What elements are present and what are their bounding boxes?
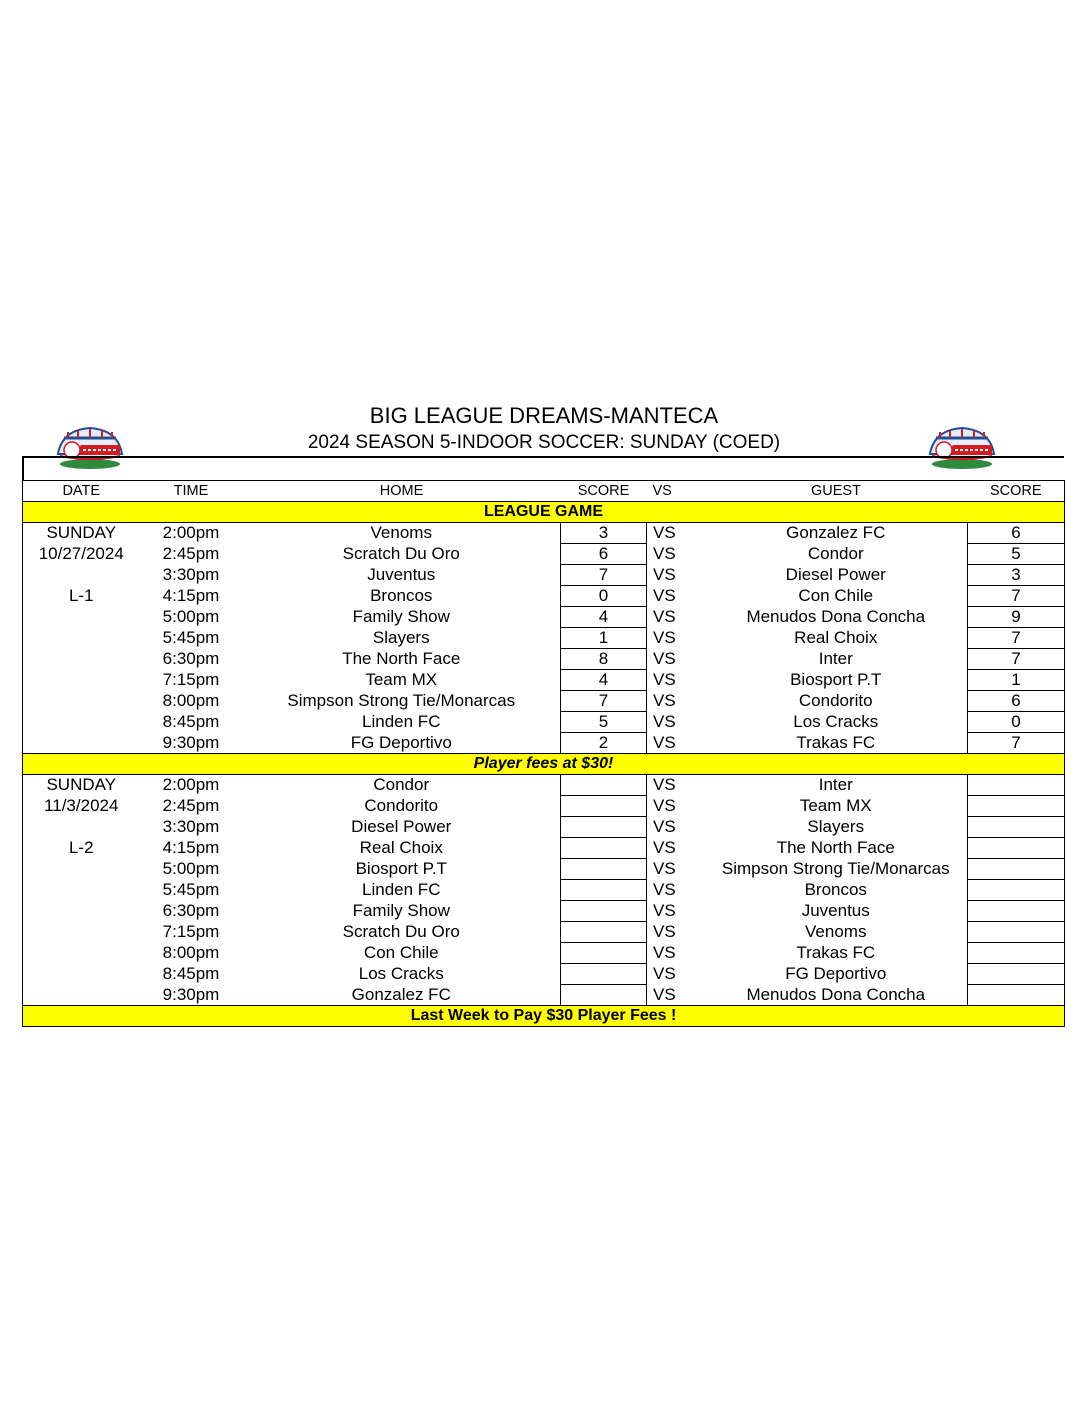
game-time: 5:45pm [162,628,220,647]
home-score: 4 [561,607,647,628]
game-row [23,859,1065,880]
date-cell [23,880,140,901]
date-cell [23,607,140,628]
home-team: Simpson Strong Tie/Monarcas [287,691,516,710]
league-game-band [23,502,1065,523]
col-home-score: SCORE [577,483,630,499]
game-time: 2:00pm [162,775,220,795]
vs-label: VS [653,922,676,941]
guest-team: Team MX [799,796,872,815]
guest-team: The North Face [776,838,895,857]
date-cell [23,628,140,649]
game-row [23,544,1065,565]
game-time: 5:00pm [162,859,220,878]
vs-label: VS [653,523,676,543]
guest-team: Los Cracks [793,712,879,731]
guest-score [968,817,1065,838]
game-time: 5:00pm [162,607,220,626]
game-time: 6:30pm [162,649,220,668]
home-score [561,817,647,838]
guest-team: Trakas FC [796,943,876,962]
vs-label: VS [653,628,676,647]
guest-score: 1 [968,670,1065,691]
date-cell [23,943,140,964]
guest-team: Real Choix [794,628,878,647]
game-time: 8:00pm [162,691,220,710]
guest-score [968,775,1065,796]
home-team: Scratch Du Oro [342,544,460,563]
col-home: HOME [379,483,424,499]
home-score [561,775,647,796]
guest-score: 6 [968,691,1065,712]
game-row [23,649,1065,670]
home-score [561,943,647,964]
home-score: 4 [561,670,647,691]
week-date: 11/3/2024 [44,796,119,815]
guest-score [968,922,1065,943]
game-time: 8:00pm [162,943,220,962]
week-label: L-1 [68,586,94,605]
guest-team: Simpson Strong Tie/Monarcas [721,859,950,878]
col-time: TIME [173,483,209,499]
game-time: 4:15pm [162,586,220,605]
home-score [561,880,647,901]
home-team: Family Show [352,901,450,920]
home-score [561,985,647,1006]
col-vs: VS [652,483,672,499]
guest-team: Broncos [804,880,867,899]
league-game-label: LEAGUE GAME [23,502,1065,523]
guest-team: Condorito [798,691,873,710]
col-guest: GUEST [811,483,861,499]
home-score: 2 [561,733,647,754]
game-time: 5:45pm [162,880,220,899]
home-score: 7 [561,691,647,712]
date-cell [23,964,140,985]
game-time: 7:15pm [162,670,220,689]
home-score [561,964,647,985]
week-day: SUNDAY [46,775,117,795]
guest-team: Diesel Power [785,565,886,584]
game-time: 3:30pm [162,817,220,836]
vs-label: VS [653,712,676,731]
vs-label: VS [653,732,676,752]
game-row [23,964,1065,985]
date-cell [23,733,140,754]
home-team: Scratch Du Oro [342,922,460,941]
player-fees-label: Player fees at $30! [23,754,1065,775]
guest-score [968,985,1065,1006]
home-team: Condor [373,775,430,795]
guest-score [968,838,1065,859]
vs-label: VS [653,859,676,878]
vs-label: VS [653,796,676,815]
game-row [23,565,1065,586]
guest-score: 7 [968,733,1065,754]
week-day: SUNDAY [46,523,117,543]
vs-label: VS [653,607,676,626]
home-score: 1 [561,628,647,649]
home-score [561,859,647,880]
game-row [23,901,1065,922]
guest-team: Con Chile [798,586,874,605]
game-time: 2:45pm [162,796,220,815]
guest-score [968,796,1065,817]
game-row [23,712,1065,733]
vs-label: VS [653,544,676,563]
date-cell [23,691,140,712]
vs-label: VS [653,880,676,899]
game-row [23,838,1065,859]
guest-score: 3 [968,565,1065,586]
home-score: 3 [561,523,647,544]
home-team: Linden FC [362,712,441,731]
date-cell [23,817,140,838]
guest-score: 0 [968,712,1065,733]
game-row [23,922,1065,943]
table-top-border [22,456,1064,480]
game-time: 9:30pm [162,984,220,1004]
guest-team: Gonzalez FC [786,523,886,543]
guest-team: Menudos Dona Concha [746,607,926,626]
home-team: Broncos [370,586,433,605]
home-team: Biosport P.T [355,859,447,878]
last-week-band [23,1006,1065,1027]
guest-score: 5 [968,544,1065,565]
guest-score: 7 [968,628,1065,649]
home-score [561,901,647,922]
game-row [23,775,1065,796]
guest-team: Inter [818,775,853,795]
guest-team: Inter [818,649,853,668]
game-time: 2:00pm [162,523,220,543]
game-row [23,691,1065,712]
home-score: 6 [561,544,647,565]
vs-label: VS [653,670,676,689]
game-time: 9:30pm [162,732,220,752]
guest-score: 7 [968,586,1065,607]
game-row [23,523,1065,544]
player-fees-band [23,754,1065,775]
vs-label: VS [653,691,676,710]
game-row [23,817,1065,838]
home-team: Team MX [365,670,438,689]
home-team: Los Cracks [358,964,444,983]
home-team: Family Show [352,607,450,626]
game-time: 8:45pm [162,964,220,983]
game-row [23,943,1065,964]
guest-team: Trakas FC [796,732,876,752]
game-row [23,733,1065,754]
home-team: Real Choix [359,838,443,857]
guest-team: Condor [807,544,864,563]
home-team: Slayers [372,628,430,647]
game-row [23,796,1065,817]
vs-label: VS [653,586,676,605]
home-score [561,796,647,817]
game-time: 6:30pm [162,901,220,920]
home-score: 0 [561,586,647,607]
guest-score [968,859,1065,880]
guest-team: Slayers [807,817,865,836]
home-team: Venoms [370,523,432,543]
game-time: 2:45pm [162,544,220,563]
home-team: Gonzalez FC [351,984,451,1004]
home-score: 7 [561,565,647,586]
vs-label: VS [653,817,676,836]
home-team: Juventus [367,565,436,584]
date-cell [23,670,140,691]
home-score: 8 [561,649,647,670]
date-cell [23,565,140,586]
page-title: BIG LEAGUE DREAMS-MANTECA [369,403,719,428]
guest-team: Menudos Dona Concha [746,984,926,1004]
vs-label: VS [653,901,676,920]
home-score: 5 [561,712,647,733]
home-team: Condorito [364,796,439,815]
guest-team: Juventus [801,901,870,920]
col-guest-score: SCORE [989,483,1042,499]
date-cell [23,649,140,670]
date-cell [23,922,140,943]
home-team: FG Deportivo [350,732,452,752]
game-row [23,607,1065,628]
date-cell [23,859,140,880]
column-header-row [23,481,1065,502]
guest-score [968,943,1065,964]
game-row [23,628,1065,649]
guest-score: 7 [968,649,1065,670]
vs-label: VS [653,649,676,668]
guest-team: Biosport P.T [790,670,882,689]
week-date: 10/27/2024 [38,544,124,563]
game-row [23,670,1065,691]
date-cell [23,712,140,733]
last-week-label: Last Week to Pay $30 Player Fees ! [23,1006,1065,1027]
guest-team: Venoms [805,922,867,941]
vs-label: VS [653,943,676,962]
guest-score: 9 [968,607,1065,628]
home-team: Diesel Power [351,817,452,836]
guest-score [968,964,1065,985]
home-team: The North Face [342,649,461,668]
vs-label: VS [653,775,676,795]
game-time: 3:30pm [162,565,220,584]
home-team: Linden FC [362,880,441,899]
home-score [561,838,647,859]
game-time: 8:45pm [162,712,220,731]
guest-score [968,880,1065,901]
vs-label: VS [653,964,676,983]
guest-score: 6 [968,523,1065,544]
page-subtitle: 2024 SEASON 5-INDOOR SOCCER: SUNDAY (COED) [307,432,781,453]
week-label: L-2 [68,838,94,857]
guest-score [968,901,1065,922]
date-cell [23,901,140,922]
game-time: 7:15pm [162,922,220,941]
guest-team: FG Deportivo [785,964,887,983]
vs-label: VS [653,565,676,584]
game-row [23,985,1065,1006]
home-score [561,922,647,943]
date-cell [23,985,140,1006]
home-team: Con Chile [363,943,439,962]
vs-label: VS [653,984,676,1004]
vs-label: VS [653,838,676,857]
game-row [23,880,1065,901]
schedule-table [22,480,1065,1027]
game-time: 4:15pm [162,838,220,857]
col-date: DATE [62,483,101,499]
game-row [23,586,1065,607]
